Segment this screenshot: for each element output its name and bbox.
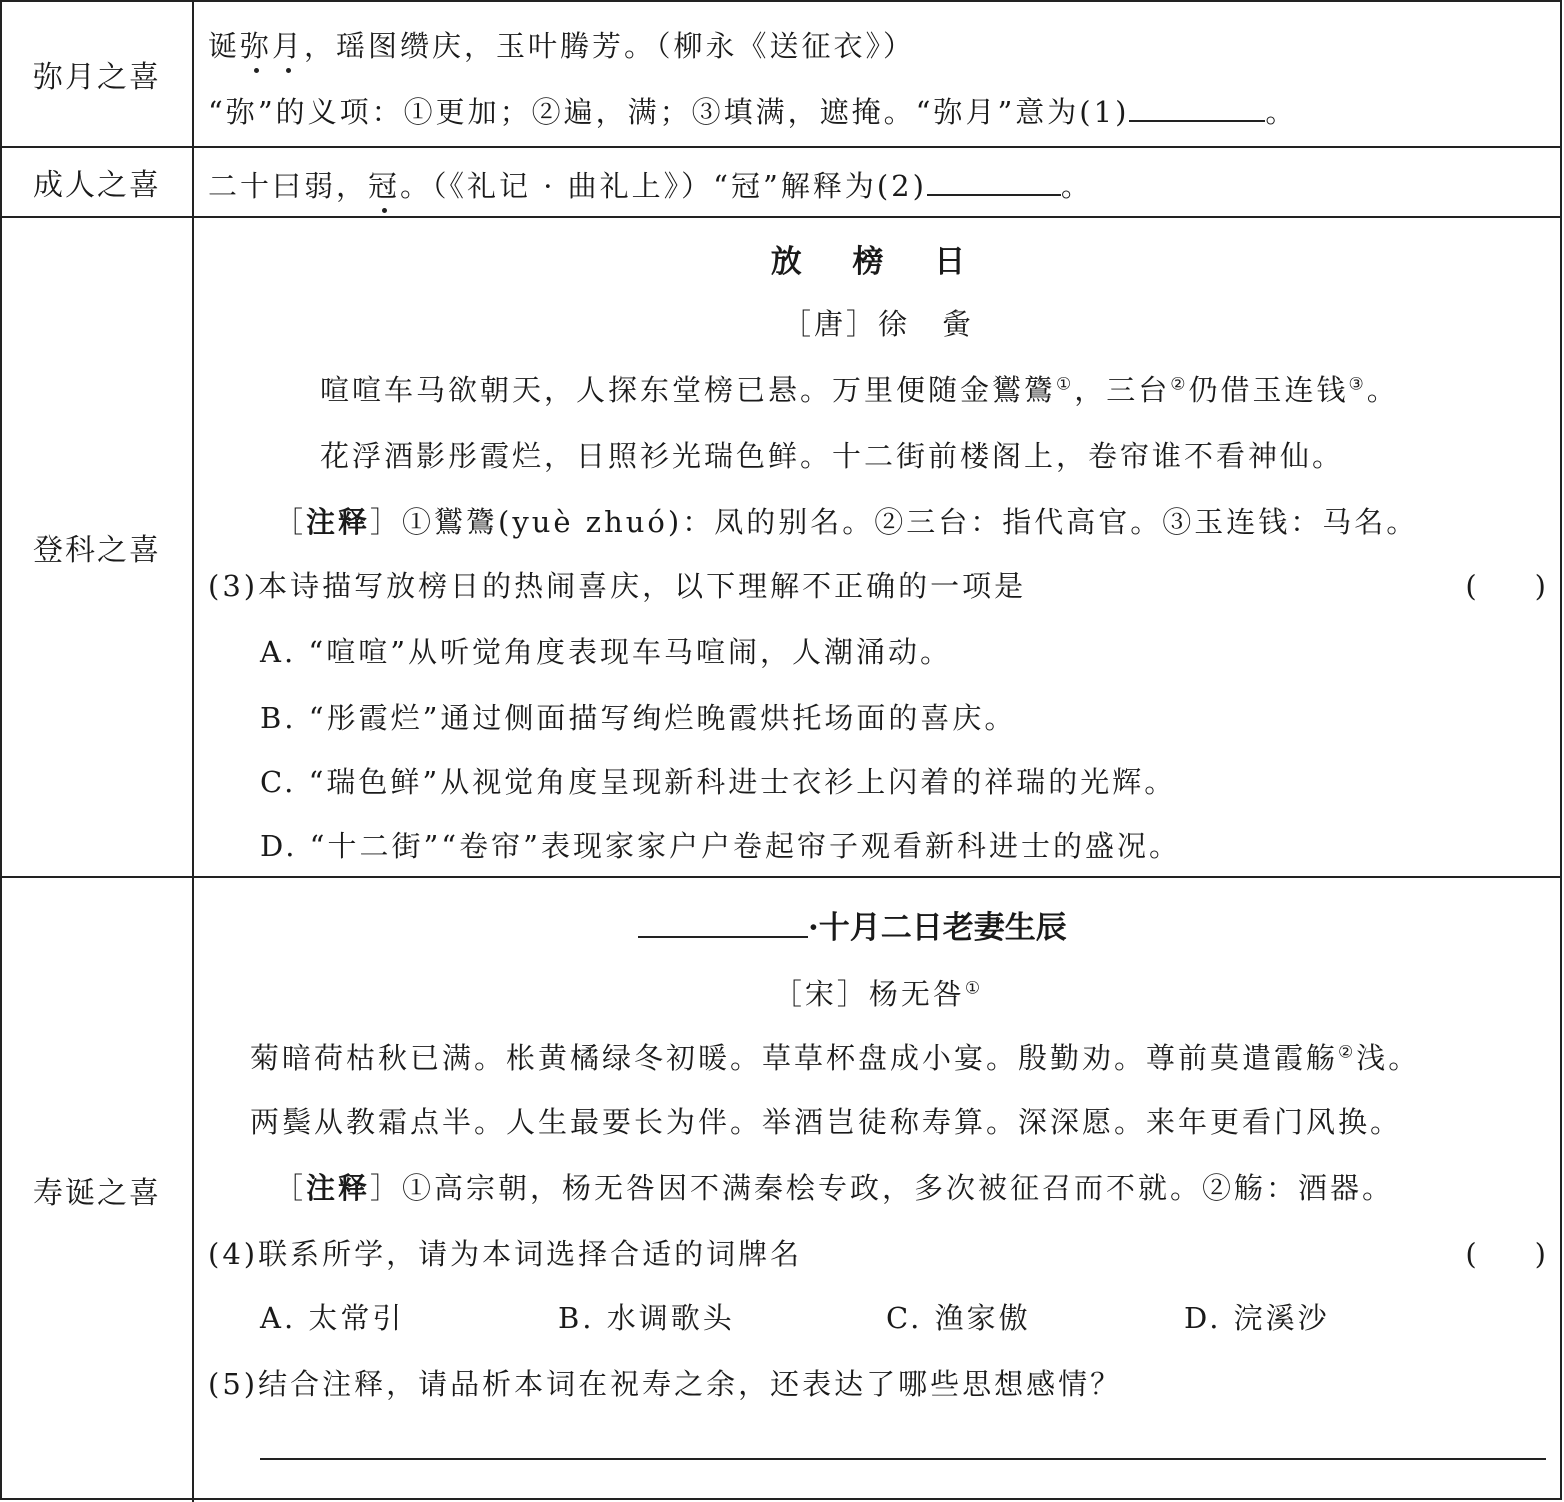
quote-text: ，瑶图缵庆，玉叶腾芳。（柳永《送征衣》） <box>304 29 916 63</box>
row-miyue <box>2 2 1560 148</box>
row-label: 成人之喜 <box>2 148 194 216</box>
option-b[interactable]: B. 水调歌头 <box>558 1301 735 1335</box>
row-content <box>196 878 1560 1502</box>
note-bracket: ］ <box>370 1171 403 1205</box>
ci-line-2: 两鬓从教霜点半。人生最要长为伴。举酒岂徒称寿算。深深愿。来年更看门风换。 <box>250 1105 1403 1139</box>
question-text: 。 <box>1060 169 1093 203</box>
footnote-marker: ③ <box>1348 374 1367 395</box>
author-text: ［宋］杨无咎 <box>772 977 965 1011</box>
poem-text: 菊暗荷枯秋已满。枨黄橘绿冬初暖。草草杯盘成小宴。殷勤劝。尊前莫遣霞觞 <box>250 1041 1339 1075</box>
poem-text: 喧喧车马欲朝天，人探东堂榜已悬。万里便随金鸑鷟 <box>320 373 1057 407</box>
note-bracket: ［ <box>274 1171 307 1205</box>
ci-line-1 <box>250 1036 1420 1077</box>
row-content <box>196 218 1560 876</box>
note-bracket: ［ <box>274 505 307 539</box>
row-content <box>196 148 1560 216</box>
poem-text: 浅。 <box>1356 1041 1421 1075</box>
row-label: 登科之喜 <box>2 218 194 876</box>
quote-line <box>208 24 915 65</box>
poem-line-2: 花浮酒影彤霞烂，日照衫光瑞色鲜。十二街前楼阁上，卷帘谁不看神仙。 <box>320 439 1345 473</box>
ci-title: ·十月二日老妻生辰 <box>808 910 1067 946</box>
poem-title: 放 榜 日 <box>770 244 986 280</box>
question-text: 。（《礼记 · 曲礼上》）“冠”解释为(2) <box>400 169 927 203</box>
poem-text: ，三台 <box>1074 373 1171 407</box>
row-shoudan <box>2 878 1560 1502</box>
row-label: 寿诞之喜 <box>2 878 194 1502</box>
cipai-blank[interactable] <box>638 935 808 938</box>
question-2 <box>208 164 1093 205</box>
emphasis-char: 弥 <box>240 29 273 63</box>
footnote-marker: ② <box>1338 1042 1357 1063</box>
option-d[interactable]: D. 浣溪沙 <box>1184 1301 1330 1335</box>
question-5: (5)结合注释，请品析本词在祝寿之余，还表达了哪些思想感情？ <box>208 1367 1123 1401</box>
emphasis-char: 月 <box>272 29 305 63</box>
note-line <box>274 1166 1394 1207</box>
question-4: (4)联系所学，请为本词选择合适的词牌名 <box>208 1237 803 1271</box>
note-bracket: ］ <box>370 505 403 539</box>
quote-text: 二十曰弱， <box>208 169 369 203</box>
option-a[interactable]: A. 太常引 <box>260 1301 405 1335</box>
row-label: 弥月之喜 <box>2 2 194 146</box>
row-dengke <box>2 218 1560 878</box>
poem-text: 仍借玉连钱 <box>1188 373 1349 407</box>
row-chengren <box>2 148 1560 218</box>
option-a[interactable]: A. “喧喧”从听觉角度表现车马喧闹，人潮涌动。 <box>260 635 953 669</box>
answer-parentheses-4[interactable]: ( ) <box>1465 1237 1546 1271</box>
quote-text: 诞 <box>208 29 241 63</box>
answer-parentheses-3[interactable]: ( ) <box>1465 569 1546 603</box>
option-d[interactable]: D. “十二街”“卷帘”表现家家户户卷起帘子观看新科进士的盛况。 <box>260 829 1181 863</box>
option-c[interactable]: C. “瑞色鲜”从视觉角度呈现新科进士衣衫上闪着的祥瑞的光辉。 <box>260 765 1177 799</box>
footnote-marker: ② <box>1170 374 1189 395</box>
option-b[interactable]: B. “彤霞烂”通过侧面描写绚烂晚霞烘托场面的喜庆。 <box>260 701 1017 735</box>
poem-line-1 <box>320 368 1399 409</box>
note-tag: 注释 <box>306 505 371 539</box>
poem-author: ［唐］徐 夤 <box>781 307 974 341</box>
answer-line-5[interactable] <box>260 1458 1546 1460</box>
answer-blank-1[interactable] <box>1129 119 1265 122</box>
footnote-marker: ① <box>1056 374 1075 395</box>
answer-blank-2[interactable] <box>927 193 1061 196</box>
ci-author <box>196 972 1560 1013</box>
question-3: (3)本诗描写放榜日的热闹喜庆，以下理解不正确的一项是 <box>208 569 1027 603</box>
question-1 <box>208 90 1297 131</box>
question-text: “弥”的义项：①更加；②遍，满；③填满，遮掩。“弥月”意为(1) <box>208 95 1130 129</box>
emphasis-char: 冠 <box>368 169 401 203</box>
poem-text: 。 <box>1366 373 1399 407</box>
note-text: ①鸑鷟(yuè zhuó)：凤的别名。②三台：指代高官。③玉连钱：马名。 <box>402 505 1419 539</box>
question-text: 。 <box>1265 95 1298 129</box>
footnote-marker: ① <box>964 978 984 999</box>
option-c[interactable]: C. 渔家傲 <box>886 1301 1031 1335</box>
note-text: ①高宗朝，杨无咎因不满秦桧专政，多次被征召而不就。②觞：酒器。 <box>402 1171 1395 1205</box>
note-tag: 注释 <box>306 1171 371 1205</box>
row-content <box>196 2 1560 146</box>
ci-title-line <box>638 902 1067 947</box>
note-line <box>274 500 1418 541</box>
